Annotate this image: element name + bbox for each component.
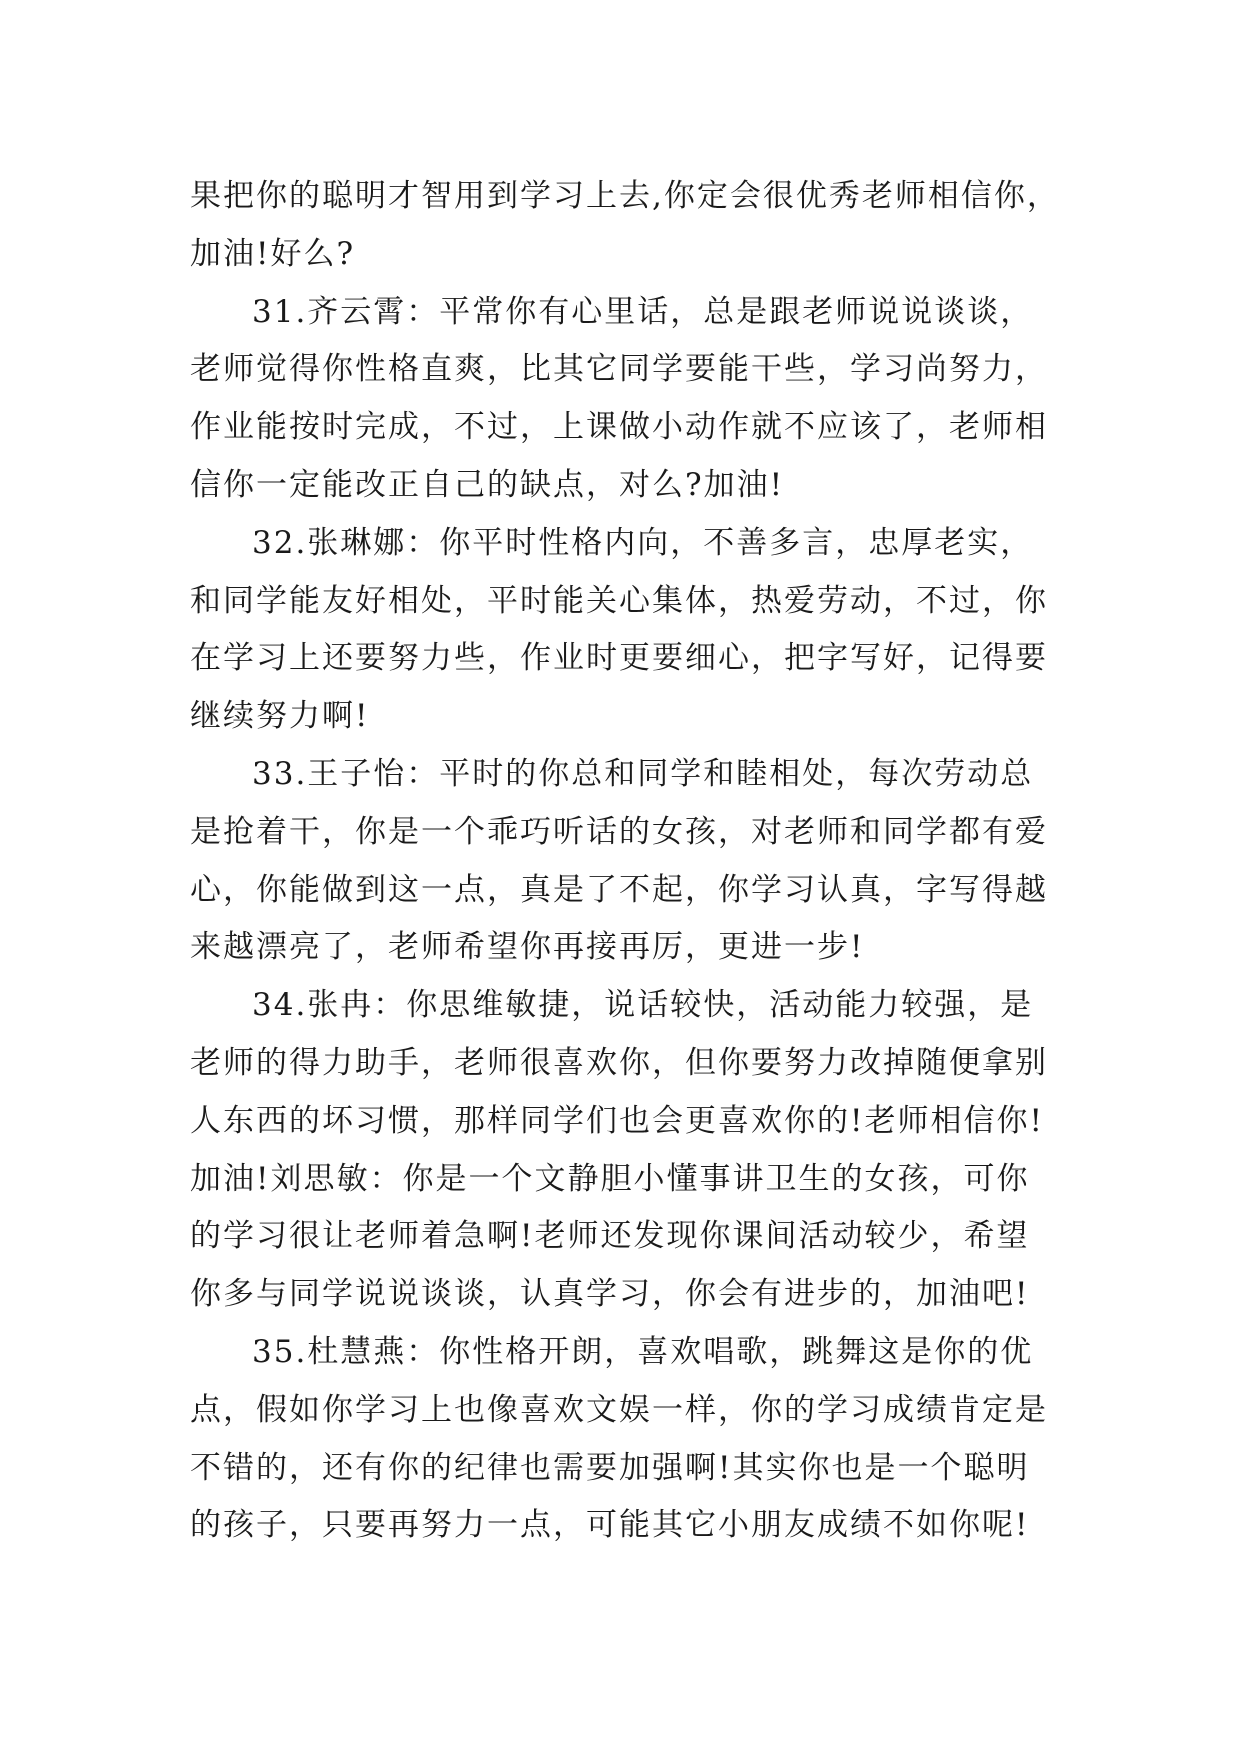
text-line: 作业能按时完成，不过，上课做小动作就不应该了，老师相 (190, 409, 1048, 446)
text-line: 继续努力啊! (190, 698, 370, 735)
paragraph-start-line: 32.张琳娜：你平时性格内向，不善多言，忠厚老实， (252, 524, 1034, 561)
text-line: 人东西的坏习惯，那样同学们也会更喜欢你的!老师相信你! (190, 1102, 1044, 1139)
paragraph-start-line: 33.王子怡：平时的你总和同学和睦相处，每次劳动总 (252, 755, 1034, 792)
text-line: 是抢着干，你是一个乖巧听话的女孩，对老师和同学都有爱 (190, 813, 1048, 850)
text-line: 和同学能友好相处，平时能关心集体，热爱劳动，不过，你 (190, 582, 1048, 619)
text-line: 果把你的聪明才智用到学习上去,你定会很优秀老师相信你， (190, 178, 1060, 214)
text-line: 来越漂亮了，老师希望你再接再厉，更进一步! (190, 929, 865, 966)
text-line: 不错的，还有你的纪律也需要加强啊!其实你也是一个聪明 (190, 1449, 1030, 1486)
document-body (190, 168, 1070, 1555)
paragraph-start-line: 35.杜慧燕：你性格开朗，喜欢唱歌，跳舞这是你的优 (252, 1333, 1034, 1370)
paragraph-start-line: 31.齐云霄：平常你有心里话，总是跟老师说说谈谈， (252, 293, 1034, 330)
text-line: 点，假如你学习上也像喜欢文娱一样，你的学习成绩肯定是 (190, 1391, 1048, 1428)
text-line: 加油!刘思敏：你是一个文静胆小懂事讲卫生的女孩，可你 (190, 1160, 1030, 1197)
text-line: 在学习上还要努力些，作业时更要细心，把字写好，记得要 (190, 640, 1048, 677)
text-line: 的孩子，只要再努力一点，可能其它小朋友成绩不如你呢! (190, 1507, 1030, 1544)
text-line: 信你一定能改正自己的缺点，对么?加油! (190, 466, 785, 503)
paragraph-start-line: 34.张冉：你思维敏捷，说话较快，活动能力较强，是 (252, 987, 1034, 1024)
text-line: 心，你能做到这一点，真是了不起，你学习认真，字写得越 (190, 871, 1048, 908)
text-line: 的学习很让老师着急啊!老师还发现你课间活动较少，希望 (190, 1218, 1030, 1255)
text-line: 加油!好么? (190, 235, 356, 272)
text-line: 你多与同学说说谈谈，认真学习，你会有进步的，加油吧! (190, 1276, 1030, 1313)
text-line: 老师的得力助手，老师很喜欢你，但你要努力改掉随便拿别 (190, 1044, 1048, 1081)
text-line: 老师觉得你性格直爽，比其它同学要能干些，学习尚努力， (190, 351, 1048, 388)
